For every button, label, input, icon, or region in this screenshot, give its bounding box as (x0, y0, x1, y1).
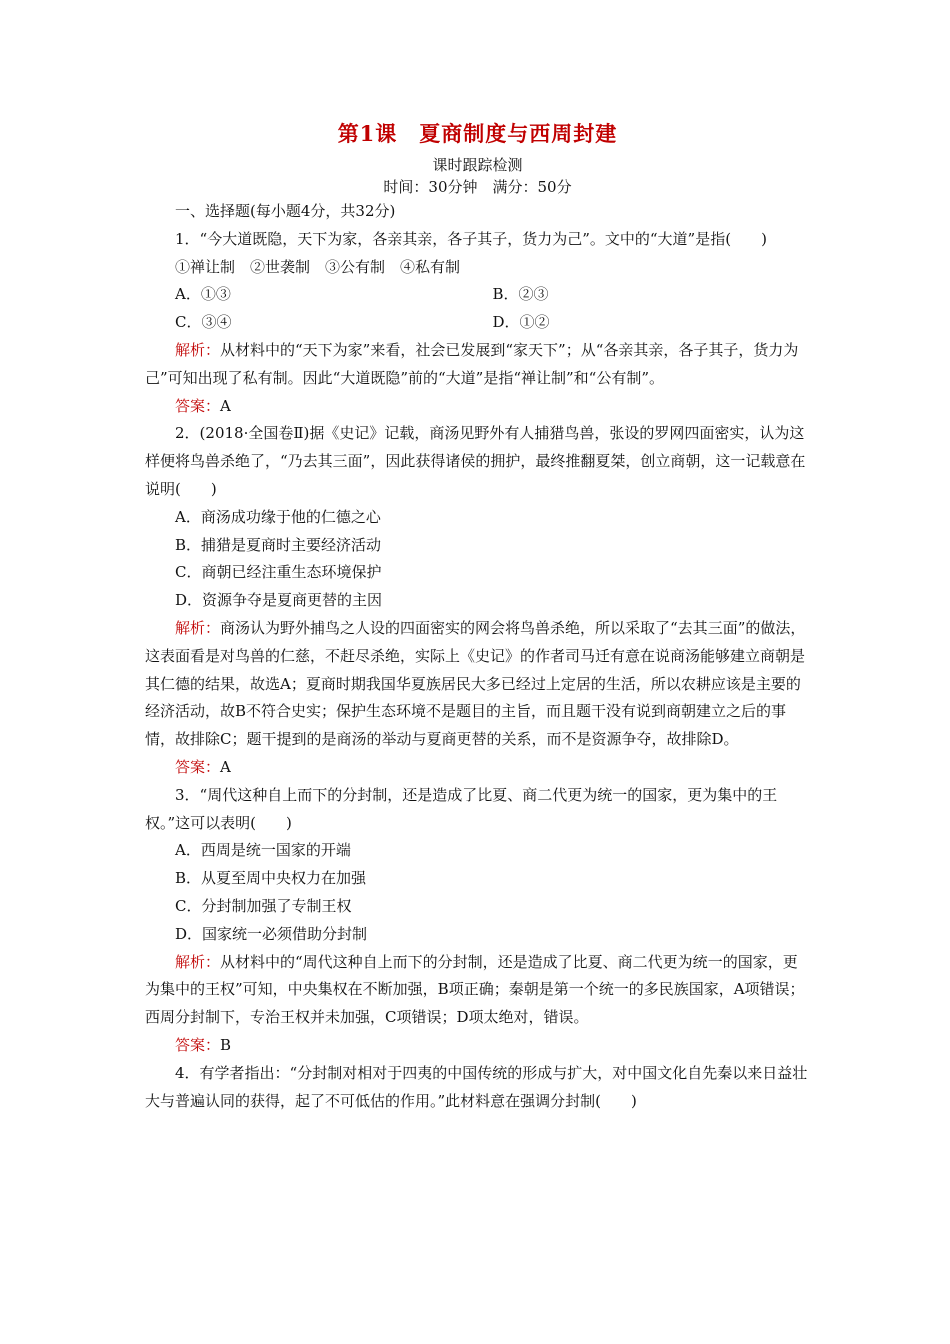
question-2-option-c: C．商朝已经注重生态环境保护 (175, 563, 382, 582)
question-3-answer-value: B (220, 1035, 232, 1054)
question-1-option-b: B．②③ (492, 285, 549, 304)
question-3-option-a: A．西周是统一国家的开端 (175, 841, 351, 860)
question-1-answer-value: A (220, 396, 231, 415)
question-1-option-c: C．③④ (175, 313, 232, 332)
question-2-option-d: D．资源争夺是夏商更替的主因 (175, 591, 383, 610)
question-1-options-row-2 (145, 309, 810, 337)
question-2-option-b: B．捕猎是夏商时主要经济活动 (175, 535, 382, 554)
question-3-answer (145, 1032, 810, 1060)
question-1-items: ①禅让制 ②世袭制 ③公有制 ④私有制 (175, 257, 461, 276)
question-1-option-a: A．①③ (175, 285, 231, 304)
question-1-option-d: D．①② (492, 313, 550, 332)
question-4-stem: 4．有学者指出：“分封制对相对于四夷的中国传统的形成与扩大，对中国文化自先秦以来日益壮大与普遍认同的获得，起了不可低估的作用。”此材料意在强调分封制( ) (145, 1063, 808, 1110)
question-3-option-b: B．从夏至周中央权力在加强 (175, 869, 367, 888)
question-1-analysis-text: 从材料中的“天下为家”来看，社会已发展到“家天下”；从“各亲其亲，各子其子，货力为己”可知出现了私有制。因此“大道既隐”前的“大道”是指“禅让制”和“公有制”。 (145, 340, 799, 387)
document-page (145, 118, 810, 1115)
answer-label: 答案： (175, 1035, 221, 1054)
answer-label: 答案： (175, 396, 221, 415)
question-3-option-c: C．分封制加强了专制王权 (175, 896, 352, 915)
question-2-stem: 2．(2018·全国卷Ⅱ)据《史记》记载，商汤见野外有人捕猎鸟兽，张设的罗网四面密实，认为这样便将鸟兽杀绝了，“乃去其三面”，因此获得诸侯的拥护，最终推翻夏桀，创立商朝，这一记载意在说明( ) (145, 424, 806, 498)
analysis-label: 解析： (175, 618, 221, 637)
analysis-label: 解析： (175, 952, 221, 971)
question-3-analysis-text: 从材料中的“周代这种自上而下的分封制，还是造成了比夏、商二代更为统一的国家，更为集中的王权”可知，中央集权在不断加强，B项正确；秦朝是第一个统一的多民族国家，A项错误；西周分封制下，专治王权并未加强，C项错误；D项太绝对，错误。 (145, 952, 805, 1027)
question-1-stem: 1．“今大道既隐，天下为家，各亲其亲，各子其子，货力为己”。文中的“大道”是指( ) (175, 229, 767, 248)
question-2-option-a: A．商汤成功缘于他的仁德之心 (175, 507, 381, 526)
question-3-analysis (145, 949, 810, 1032)
question-1-options-row-1 (145, 281, 810, 309)
question-2-answer (145, 754, 810, 782)
question-2-analysis (145, 615, 810, 754)
question-3-option-d: D．国家统一必须借助分封制 (175, 924, 368, 943)
section-heading: 一、选择题(每小题4分，共32分) (175, 202, 396, 220)
question-2-answer-value: A (220, 757, 231, 776)
question-1-analysis (145, 337, 810, 393)
page-subtitle: 课时跟踪检测 (432, 156, 523, 174)
time-score-info: 时间：30分钟 满分：50分 (383, 178, 572, 196)
question-1-answer (145, 393, 810, 421)
question-3-stem: 3．“周代这种自上而下的分封制，还是造成了比夏、商二代更为统一的国家，更为集中的王权。”这可以表明( ) (145, 785, 778, 832)
analysis-label: 解析： (175, 340, 221, 359)
answer-label: 答案： (175, 757, 221, 776)
question-2-analysis-text: 商汤认为野外捕鸟之人设的四面密实的网会将鸟兽杀绝，所以采取了“去其三面”的做法，这表面看是对鸟兽的仁慈，不赶尽杀绝，实际上《史记》的作者司马迁有意在说商汤能够建立商朝是其仁德的结果，故选A；夏商时期我国华夏族居民大多已经过上定居的生活，所以农耕应该是主要的经济活动，故B不符合史实；保护生态环境不是题目的主旨，而且题干没有说到商朝建立之后的事情，故排除C；题干提到的是商汤的举动与夏商更替的关系，而不是资源争夺，故排除D。 (145, 618, 806, 749)
page-title: 第1课 夏商制度与西周封建 (337, 121, 618, 146)
